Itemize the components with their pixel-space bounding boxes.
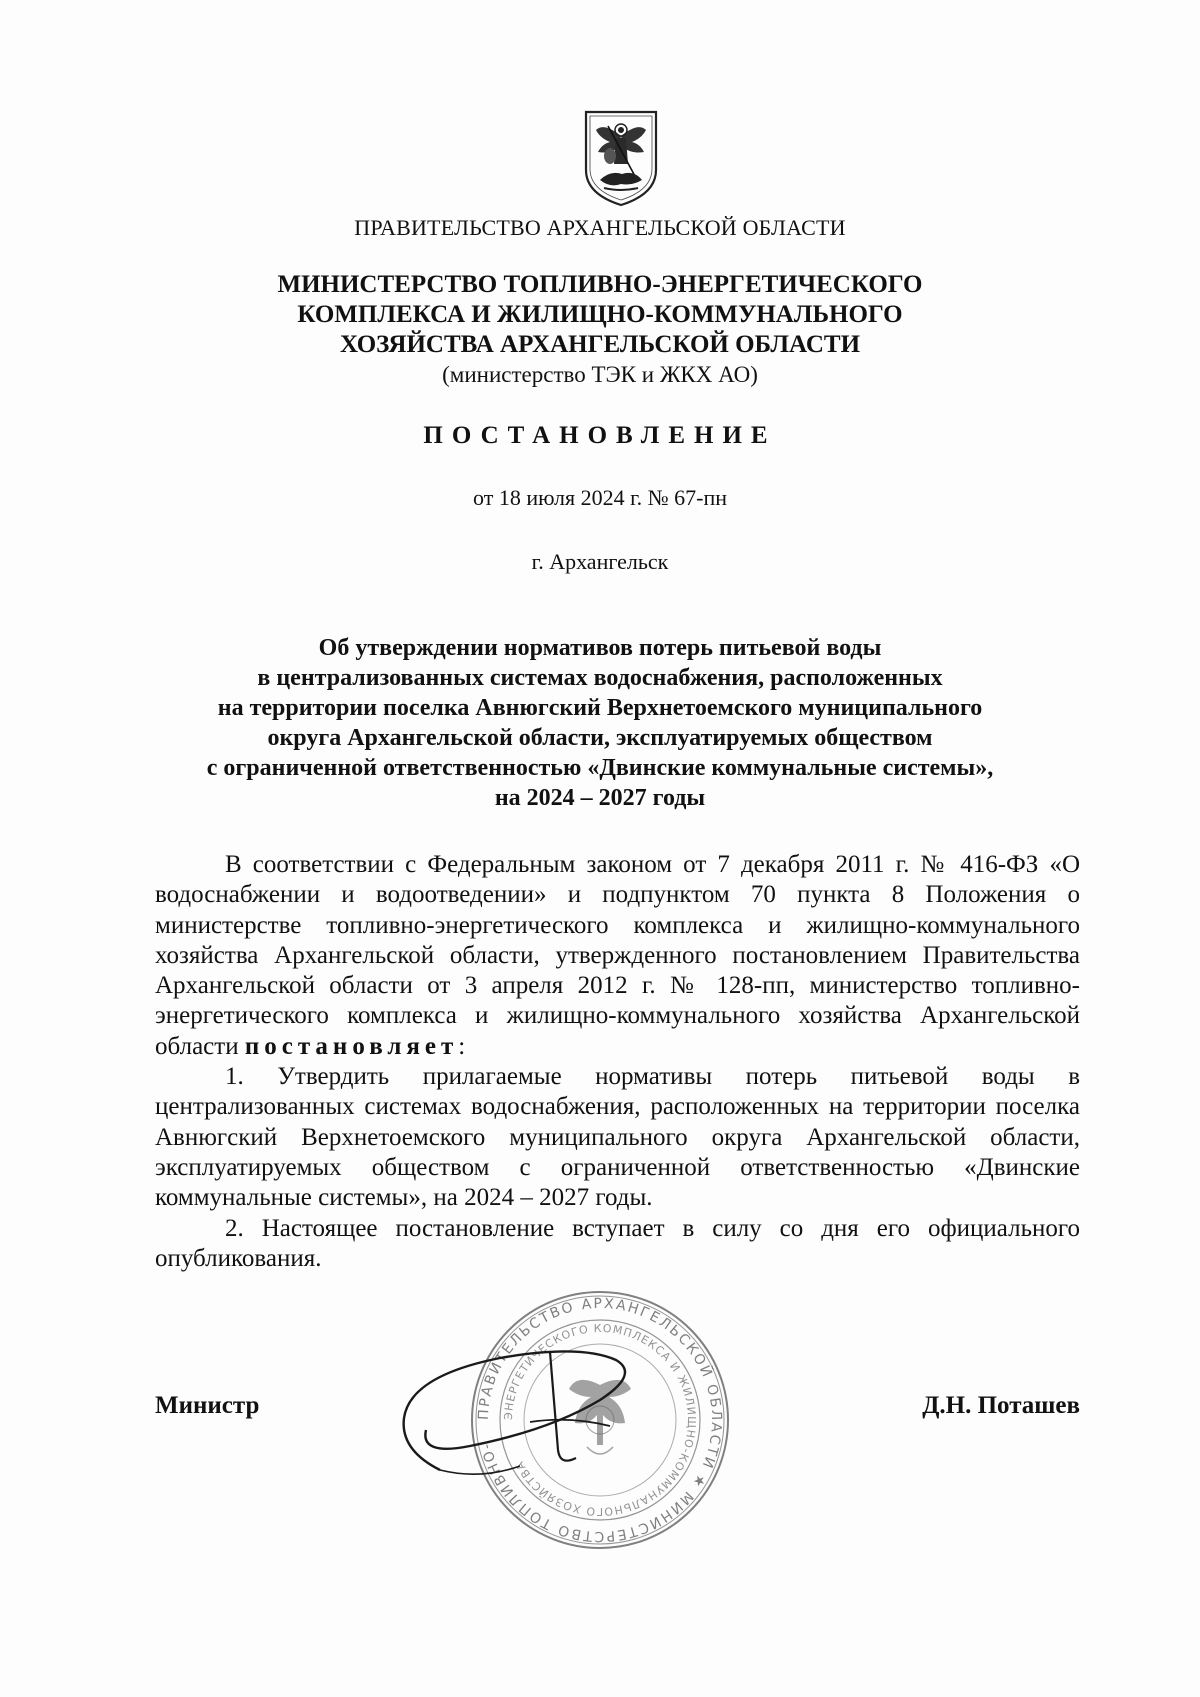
- title-line: на территории поселка Авнюгский Верхнетоемского муниципального: [217, 695, 983, 721]
- title-line: в централизованных системах водоснабжения, расположенных: [257, 665, 943, 691]
- svg-text:ЭНЕРГЕТИЧЕСКОГО КОМПЛЕКСА И ЖИ: ЭНЕРГЕТИЧЕСКОГО КОМПЛЕКСА И ЖИЛИЩНО-КОММУНАЛЬНОГО ХОЗЯЙСТВА: [501, 1321, 699, 1519]
- ministry-name: [0, 270, 1200, 390]
- ministry-abbreviation: (министерство ТЭК и ЖКХ АО): [442, 362, 758, 387]
- document-city: г. Архангельск: [531, 549, 669, 574]
- preamble-text: В соответствии с Федеральным законом от 7 декабря 2011 г. № 416-ФЗ «О водоснабжении и водоотведении» и подпунктом 70 пункта 8 Положения о министерстве топливно-энергетического комплекса и жилищно-коммунального хозяйства Архангельской области, утвержденного постановлением Правительства Архангельской области от 3 апреля 2012 г. № 128-пп, министерство топливно-энергетического комплекса и жилищно-коммунального хозяйства Архангельской области: [155, 851, 1080, 1060]
- document-body: [155, 850, 1080, 1274]
- resolves-colon: :: [458, 1032, 466, 1060]
- resolves-word: постановляет: [244, 1032, 459, 1060]
- title-line: округа Архангельской области, эксплуатируемых обществом: [267, 725, 933, 751]
- document-date-number: от 18 июля 2024 г. № 67-пн: [473, 485, 727, 510]
- title-line: с ограниченной ответственностью «Двинские коммунальные системы»,: [206, 755, 994, 781]
- item-2-paragraph: 2. Настоящее постановление вступает в силу со дня его официального опубликования.: [155, 1214, 1080, 1272]
- ministry-name-line: КОМПЛЕКСА И ЖИЛИЩНО-КОММУНАЛЬНОГО: [297, 301, 903, 328]
- title-line: Об утверждении нормативов потерь питьевой воды: [318, 635, 882, 661]
- preamble-paragraph: [155, 850, 1080, 1062]
- document-title: [0, 633, 1200, 813]
- signatory-position: Министр: [155, 1392, 260, 1419]
- ministry-name-line: МИНИСТЕРСТВО ТОПЛИВНО-ЭНЕРГЕТИЧЕСКОГО: [277, 271, 923, 298]
- arkhangelsk-coat-of-arms-icon: [580, 108, 662, 208]
- signatory-name: Д.Н. Поташев: [922, 1392, 1080, 1419]
- document-type: ПОСТАНОВЛЕНИЕ: [423, 422, 777, 449]
- ministry-name-line: ХОЗЯЙСТВА АРХАНГЕЛЬСКОЙ ОБЛАСТИ: [339, 331, 861, 358]
- government-name: ПРАВИТЕЛЬСТВО АРХАНГЕЛЬСКОЙ ОБЛАСТИ: [354, 215, 846, 240]
- item-1-paragraph: 1. Утвердить прилагаемые нормативы потерь питьевой воды в централизованных системах водоснабжения, расположенных на территории поселка Авнюгский Верхнетоемского муниципального округа Архангельской области, эксплуатируемых обществом с ограниченной ответственностью «Двинские коммунальные системы», на 2024 – 2027 годы.: [155, 1063, 1080, 1212]
- handwritten-signature-icon: [380, 1330, 660, 1500]
- svg-text:ПРАВИТЕЛЬСТВО АРХАНГЕЛЬСКОЙ ОБ: ПРАВИТЕЛЬСТВО АРХАНГЕЛЬСКОЙ ОБЛАСТИ ★ МИНИСТЕРСТВО ТОПЛИВНО-: [475, 1295, 725, 1545]
- title-line: на 2024 – 2027 годы: [494, 785, 706, 811]
